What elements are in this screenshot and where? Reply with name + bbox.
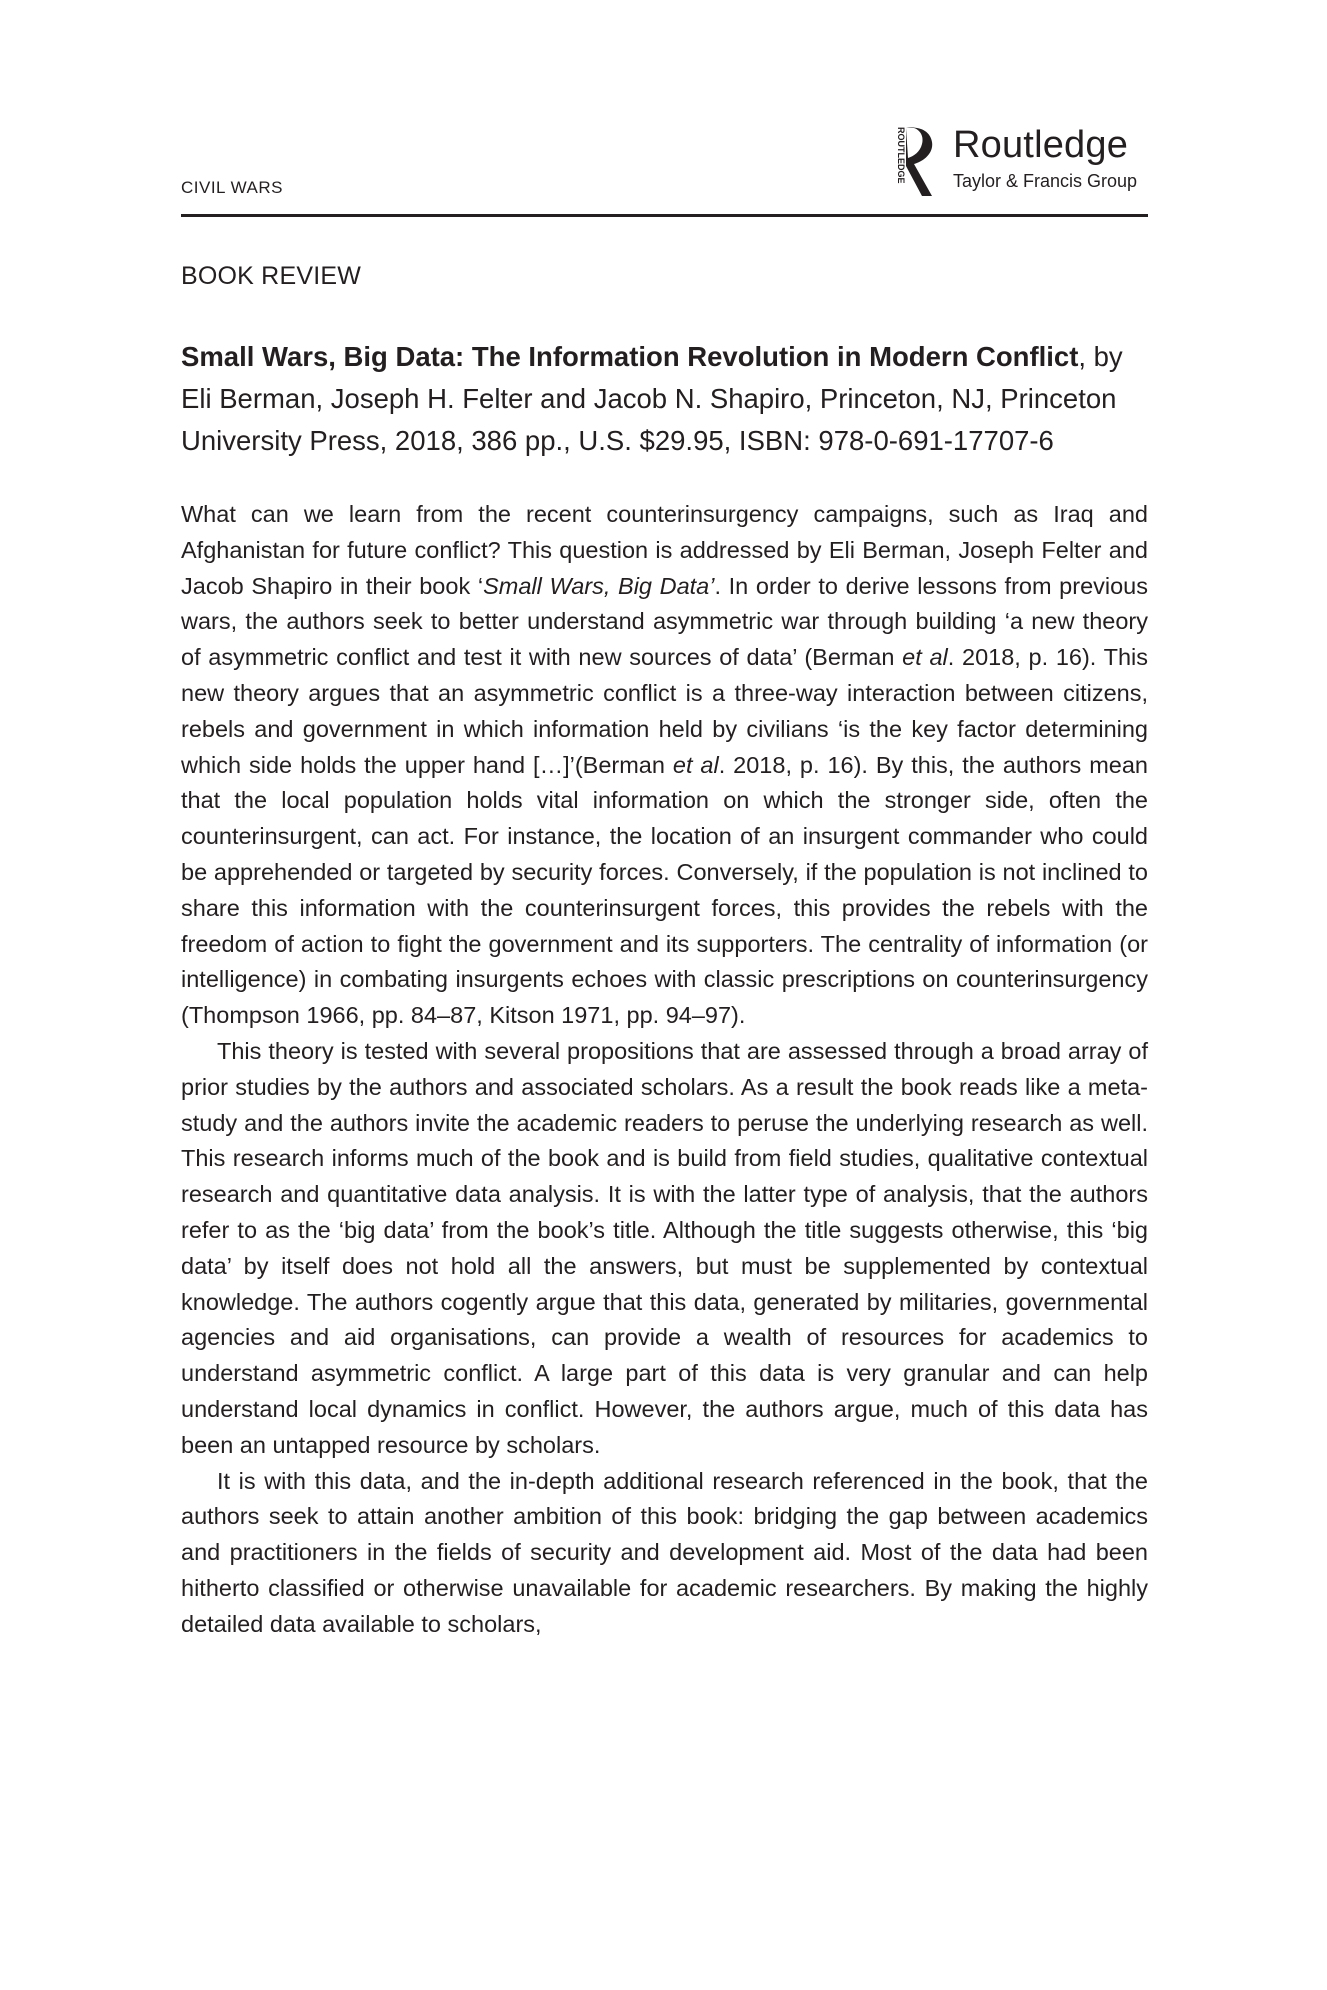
routledge-logo-icon bbox=[886, 124, 946, 200]
publisher-brand: Routledge bbox=[953, 124, 1129, 166]
book-details: , by Eli Berman, Joseph H. Felter and Jacob N. Shapiro, Princeton, NJ, Princeton University Press, 2018, 386 pp., U.S. $29.95, ISBN: 978-0-691-17707-6 bbox=[181, 341, 1123, 456]
publisher-group: Taylor & Francis Group bbox=[953, 171, 1138, 191]
journal-name: CIVIL WARS bbox=[181, 178, 283, 197]
publisher-name bbox=[953, 124, 1137, 192]
paragraph-1-text-e: . 2018, p. 16). This new theory argues that an asymmetric conflict is a three-way interaction between citizens, rebels and government in which information held by civilians ‘is the key factor determining which side holds the upper hand […]’(Berman bbox=[181, 644, 1148, 778]
et-al-italic: et al bbox=[672, 751, 719, 778]
book-citation bbox=[181, 336, 1156, 462]
paragraph-3: It is with this data, and the in-depth additional research referenced in the book, that the authors seek to attain another ambition of this book: bridging the gap between academics and practitioners in the fields of security and development aid. Most of the data had been hitherto classified or otherwise unavailable for academic researchers. By making the highly detailed data available to scholars, bbox=[181, 1467, 1148, 1637]
paragraph-1 bbox=[181, 497, 1148, 1034]
paragraph-2: This theory is tested with several propositions that are assessed through a broad array of prior studies by the authors and associated scholars. As a result the book reads like a meta-study and the authors invite the academic readers to peruse the underlying research as well. This research informs much of the book and is build from field studies, qualitative contextual research and quantitative data analysis. It is with the latter type of analysis, that the authors refer to as the ‘big data’ from the book’s title. Although the title suggests otherwise, this ‘big data’ by itself does not hold all the answers, but must be supplemented by contextual knowledge. The authors cogently argue that this data, generated by militaries, governmental agencies and aid organisations, can provide a wealth of resources for academics to understand asymmetric conflict. A large part of this data is very granular and can help understand local dynamics in conflict. However, the authors argue, much of this data has been an untapped resource by scholars. bbox=[181, 1037, 1148, 1458]
paragraph-1-text-g: . 2018, p. 16). By this, the authors mean that the local population holds vital information on which the stronger side, often the counterinsurgent, can act. For instance, the location of an insurgent commander who could be apprehended or targeted by security forces. Conversely, if the population is not inclined to share this information with the counterinsurgent forces, this provides the rebels with the freedom of action to fight the government and its supporters. The centrality of information (or intelligence) in combating insurgents echoes with classic prescriptions on counterinsurgency (Thompson 1966, pp. 84–87, Kitson 1971, pp. 94–97). bbox=[181, 751, 1148, 1029]
paragraph-1-text-a: What can we learn from the recent counterinsurgency campaigns, such as Iraq and Afghanistan for future conflict? This question is addressed by Eli Berman, Joseph Felter and Jacob Shapiro in their book ‘ bbox=[181, 501, 1148, 599]
paragraph-1-text-c: . In order to derive lessons from previous wars, the authors seek to better understand asymmetric war through building ‘a new theory of asymmetric conflict and test it with new sources of data’ (Berman bbox=[181, 572, 1148, 671]
et-al-italic: et al bbox=[902, 644, 948, 671]
header-rule bbox=[181, 214, 1148, 217]
logo-vertical-text: ROUTLEDGE bbox=[896, 127, 906, 184]
section-label: BOOK REVIEW bbox=[181, 262, 362, 290]
book-title-italic: Small Wars, Big Data’ bbox=[483, 572, 715, 599]
book-title: Small Wars, Big Data: The Information Revolution in Modern Conflict bbox=[181, 341, 1079, 372]
review-body bbox=[181, 497, 1148, 1643]
publisher-logo bbox=[886, 124, 1156, 200]
